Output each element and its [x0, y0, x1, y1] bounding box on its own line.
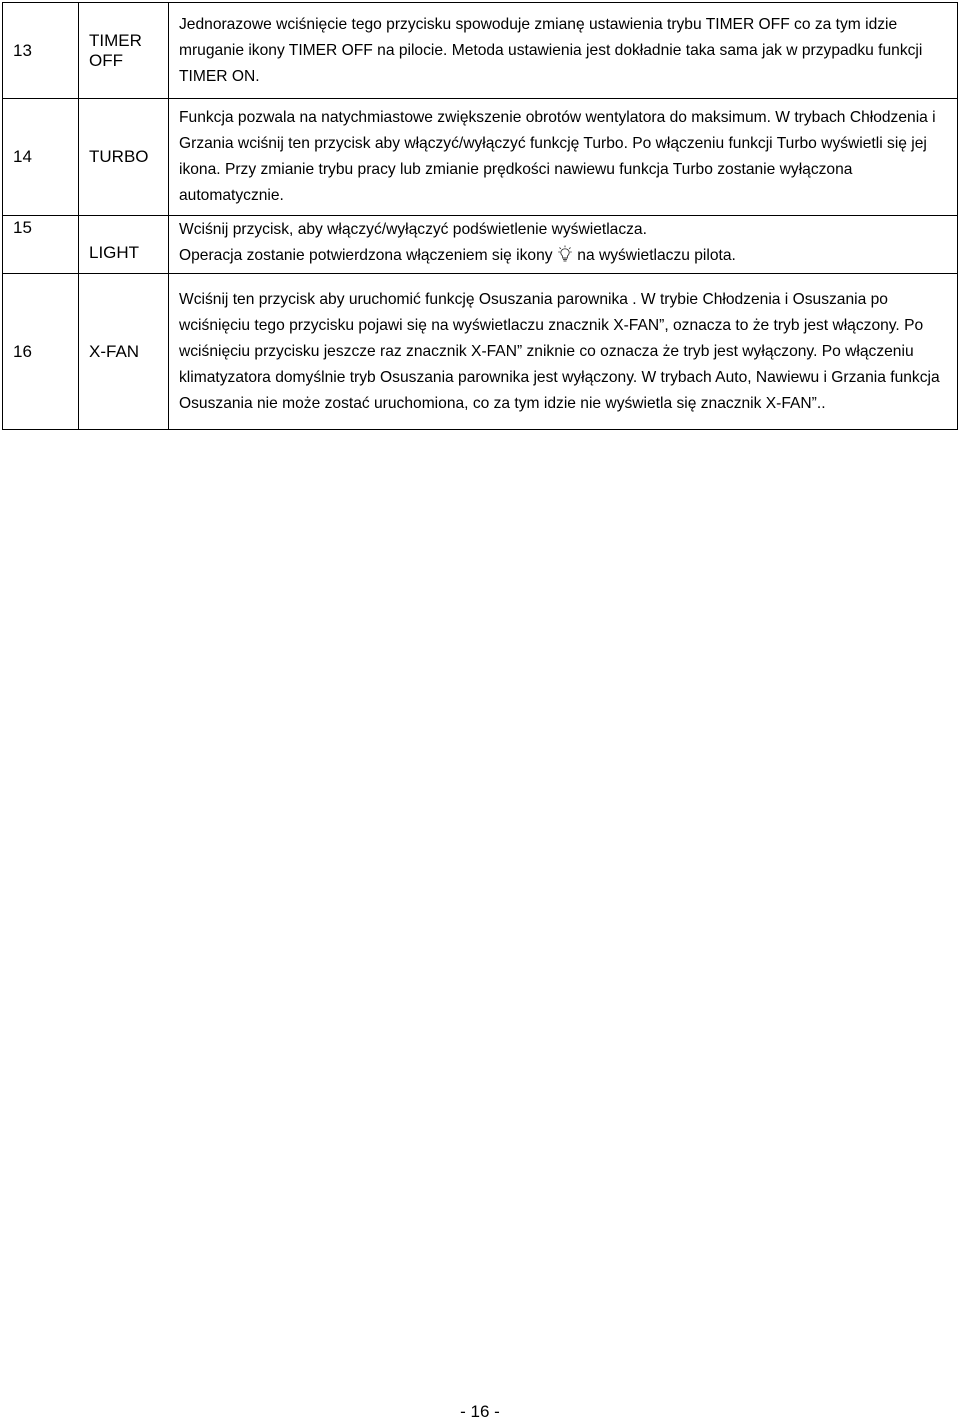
row-description	[169, 216, 958, 274]
description-line	[179, 243, 949, 269]
row-description: Funkcja pozwala na natychmiastowe zwiększenie obrotów wentylatora do maksimum. W trybach Chłodzenia i Grzania wciśnij ten przycisk aby włączyć/wyłączyć funkcję Turbo. Po włączeniu funkcji Turbo wyświetli się jej ikona. Przy zmianie trybu pracy lub zmianie prędkości nawiewu funkcja Turbo zostanie wyłączona automatycznie.	[169, 99, 958, 216]
description-text: na wyświetlaczu pilota.	[577, 247, 736, 264]
button-function-table	[2, 2, 958, 430]
button-name-line: TIMER	[89, 30, 142, 50]
table-row	[3, 216, 958, 274]
table-row	[3, 99, 958, 216]
page-number: - 16 -	[460, 1402, 500, 1421]
row-number: 14	[3, 99, 79, 216]
row-description: Wciśnij ten przycisk aby uruchomić funkcję Osuszania parownika . W trybie Chłodzenia i Osuszania po wciśnięciu tego przycisku pojawi się na wyświetlaczu znacznik X-FAN”, oznacza to że tryb jest włączony. Po wciśnięciu przycisku jeszcze raz znacznik X-FAN” zniknie co oznacza że tryb jest wyłączony. Po włączeniu klimatyzatora domyślnie tryb Osuszania parownika jest wyłączony. W trybach Auto, Nawiewu i Grzania funkcja Osuszania nie może zostać uruchomiona, co za tym idzie nie wyświetla się znacznik X-FAN”..	[169, 274, 958, 430]
button-name: X-FAN	[79, 274, 169, 430]
description-text: Operacja zostanie potwierdzona włączeniem się ikony	[179, 247, 553, 264]
button-name-line: OFF	[89, 50, 123, 70]
row-description: Jednorazowe wciśnięcie tego przycisku spowoduje zmianę ustawienia trybu TIMER OFF co za tym idzie mruganie ikony TIMER OFF na pilocie. Metoda ustawienia jest dokładnie taka sama jak w przypadku funkcji TIMER ON.	[169, 3, 958, 99]
row-number: 13	[3, 3, 79, 99]
row-number: 15	[3, 216, 79, 274]
light-bulb-icon	[558, 245, 572, 263]
button-name	[79, 3, 169, 99]
row-number: 16	[3, 274, 79, 430]
button-name: TURBO	[79, 99, 169, 216]
description-line: Wciśnij przycisk, aby włączyć/wyłączyć podświetlenie wyświetlacza.	[179, 221, 647, 238]
button-name: LIGHT	[79, 216, 169, 274]
table-row	[3, 3, 958, 99]
table-row	[3, 274, 958, 430]
